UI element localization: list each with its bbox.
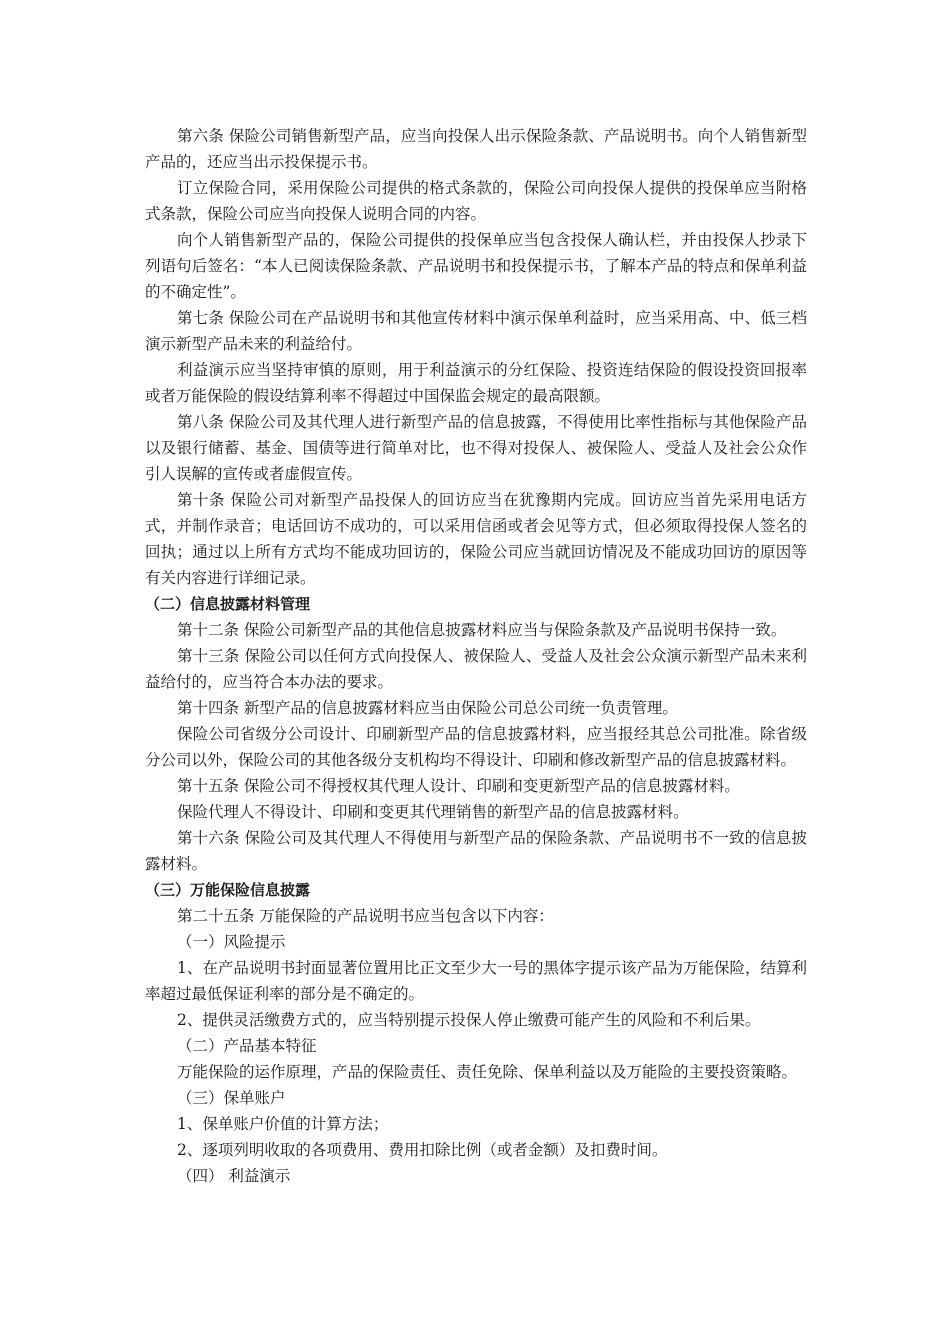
paragraph: 万能保险的运作原理，产品的保险责任、责任免除、保单利益以及万能险的主要投资策略。 <box>177 1063 798 1081</box>
paragraph: 保险代理人不得设计、印刷和变更其代理销售的新型产品的信息披露材料。 <box>177 803 689 821</box>
paragraph: 保险公司省级分公司设计、印刷新型产品的信息披露材料，应当报经其总公司批准。除省级分公司以外，保险公司的其他各级分支机构均不得设计、印刷和修改新型产品的信息披露材料。 <box>145 725 807 769</box>
paragraph: 第七条 保险公司在产品说明书和其他宣传材料中演示保单利益时，应当采用高、中、低三档演示新型产品未来的利益给付。 <box>145 309 807 353</box>
paragraph: 第十五条 保险公司不得授权其代理人设计、印刷和变更新型产品的信息披露材料。 <box>177 777 740 795</box>
paragraph: 向个人销售新型产品的，保险公司提供的投保单应当包含投保人确认栏，并由投保人抄录下列语句后签名：“本人已阅读保险条款、产品说明书和投保提示书，了解本产品的特点和保单利益的不确定性”。 <box>145 231 807 301</box>
paragraph: 第十四条 新型产品的信息披露材料应当由保险公司总公司统一负责管理。 <box>177 699 678 717</box>
paragraph: 2、提供灵活缴费方式的，应当特别提示投保人停止缴费可能产生的风险和不利后果。 <box>177 1011 761 1029</box>
paragraph: 第十六条 保险公司及其代理人不得使用与新型产品的保险条款、产品说明书不一致的信息披露材料。 <box>145 829 807 873</box>
paragraph: （三）保单账户 <box>177 1089 286 1107</box>
paragraph: 第十条 保险公司对新型产品投保人的回访应当在犹豫期内完成。回访应当首先采用电话方式，并制作录音；电话回访不成功的，可以采用信函或者会见等方式，但必须取得投保人签名的回执；通过以上所有方式均不能成功回访的，保险公司应当就回访情况及不能成功回访的原因等有关内容进行详细记录。 <box>145 491 807 587</box>
paragraph: 第十三条 保险公司以任何方式向投保人、被保险人、受益人及社会公众演示新型产品未来利益给付的，应当符合本办法的要求。 <box>145 647 807 691</box>
paragraph: 1、保单账户价值的计算方法； <box>177 1115 389 1133</box>
paragraph: 第六条 保险公司销售新型产品，应当向投保人出示保险条款、产品说明书。向个人销售新型产品的，还应当出示投保提示书。 <box>145 127 807 171</box>
section-heading: （三）万能保险信息披露 <box>145 881 311 899</box>
paragraph: 1、在产品说明书封面显著位置用比正文至少大一号的黑体字提示该产品为万能保险，结算利率超过最低保证利率的部分是不确定的。 <box>145 959 807 1003</box>
section-heading: （二）信息披露材料管理 <box>145 595 311 613</box>
paragraph: 2、逐项列明收取的各项费用、费用扣除比例（或者金额）及扣费时间。 <box>177 1141 668 1159</box>
paragraph: 订立保险合同，采用保险公司提供的格式条款的，保险公司向投保人提供的投保单应当附格式条款，保险公司应当向投保人说明合同的内容。 <box>145 179 807 223</box>
paragraph: 第十二条 保险公司新型产品的其他信息披露材料应当与保险条款及产品说明书保持一致。 <box>177 621 787 639</box>
document-body <box>145 123 807 1189</box>
paragraph: 第八条 保险公司及其代理人进行新型产品的信息披露，不得使用比率性指标与其他保险产品以及银行储蓄、基金、国债等进行简单对比，也不得对投保人、被保险人、受益人及社会公众作引人误解的宣传或者虚假宣传。 <box>145 413 807 483</box>
paragraph: （一）风险提示 <box>177 933 286 951</box>
paragraph: 利益演示应当坚持审慎的原则，用于利益演示的分红保险、投资连结保险的假设投资回报率或者万能保险的假设结算利率不得超过中国保监会规定的最高限额。 <box>145 361 807 405</box>
paragraph: （二）产品基本特征 <box>177 1037 317 1055</box>
paragraph: （四） 利益演示 <box>177 1167 291 1185</box>
paragraph: 第二十五条 万能保险的产品说明书应当包含以下内容： <box>177 907 554 925</box>
